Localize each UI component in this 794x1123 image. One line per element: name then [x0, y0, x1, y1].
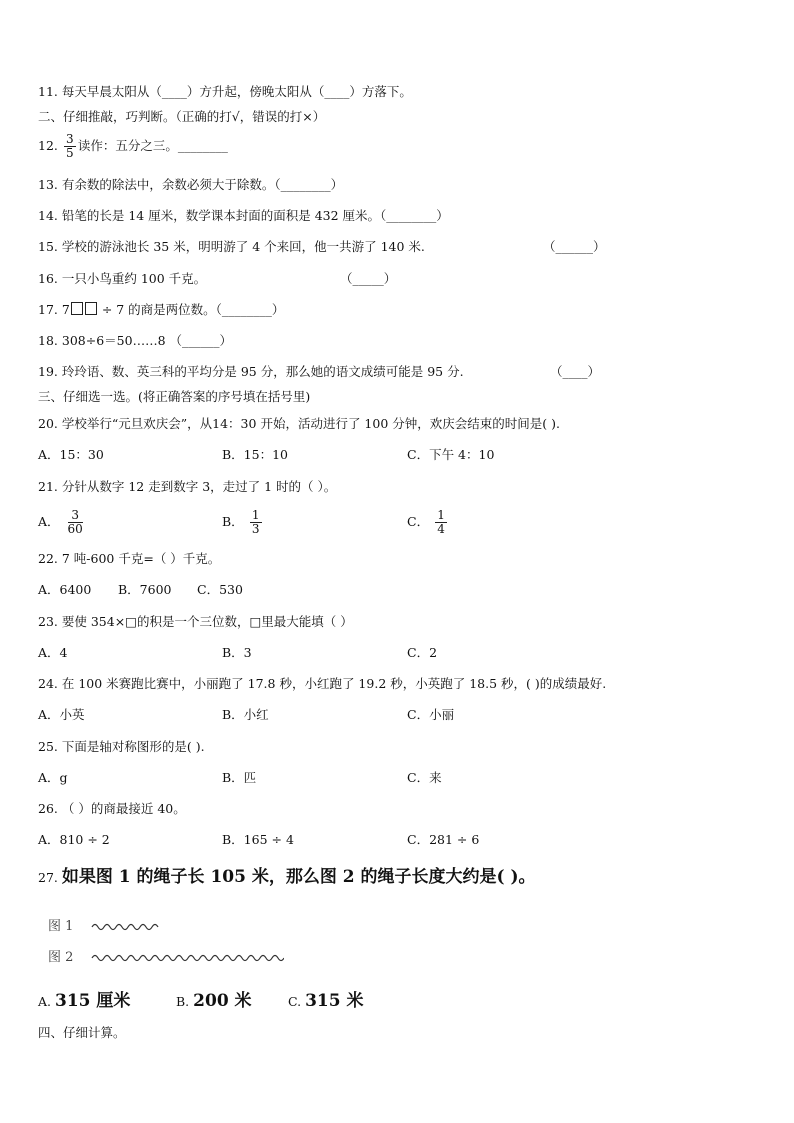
option-label: A.	[38, 994, 52, 1009]
blank-box	[71, 302, 83, 315]
fraction-numerator: 3	[66, 132, 74, 146]
question-26	[38, 801, 186, 817]
option-c	[407, 502, 449, 542]
question-18	[38, 333, 232, 349]
question-number: 24.	[38, 676, 58, 691]
fraction-numerator: 1	[251, 508, 260, 522]
question-text: 下面是轴对称图形的是( ).	[61, 739, 205, 754]
question-text: 如果图 1 的绳子长 105 米，那么图 2 的绳子长度大约是( )。	[61, 867, 536, 887]
question-22	[38, 551, 220, 567]
question-16	[38, 271, 206, 287]
option-label: C．	[407, 514, 430, 529]
question-25	[38, 739, 205, 755]
question-number: 13.	[38, 177, 58, 192]
fraction	[435, 509, 447, 536]
question-text: ÷ 7 的商是两位数。（________）	[101, 302, 285, 317]
question-text: （ ）的商最接近 40。	[61, 801, 186, 816]
question-number: 18.	[38, 333, 58, 348]
question-number: 26.	[38, 801, 58, 816]
option-b	[222, 502, 264, 542]
option-c: C．281 ÷ 6	[407, 832, 480, 847]
question-24	[38, 676, 606, 692]
option-b: B．小红	[222, 707, 269, 722]
answer-blank: （_____）	[340, 271, 397, 286]
section-4-heading: 四、仔细计算。	[38, 1025, 126, 1040]
question-number: 12.	[38, 138, 58, 153]
option-value: 315 米	[305, 991, 364, 1011]
option-a: A．小英	[38, 707, 85, 722]
option-label: B.	[176, 994, 190, 1009]
question-text: 一只小鸟重约 100 千克。	[61, 271, 207, 286]
option-a: A．810 ÷ 2	[38, 832, 110, 847]
rope-figure-2	[90, 950, 284, 964]
option-label: A．	[38, 514, 60, 529]
question-text: 有余数的除法中，余数必须大于除数。（________）	[61, 177, 344, 192]
answer-blank: （____）	[550, 364, 601, 379]
option-a	[38, 990, 130, 1012]
option-a: A．6400	[38, 582, 92, 597]
question-number: 21.	[38, 479, 58, 494]
question-text: 在 100 米赛跑比赛中，小丽跑了 17.8 秒，小红跑了 19.2 秒，小英跑了 18.5 秒，( )的成绩最好.	[61, 676, 607, 691]
question-14	[38, 208, 449, 224]
digit-prefix: 7	[61, 302, 70, 317]
question-13	[38, 177, 343, 193]
fraction-denominator: 3	[251, 522, 260, 536]
question-text: 308÷6＝50……8 （______）	[61, 333, 232, 348]
figure-2-label: 图 2	[48, 950, 74, 965]
option-label: C.	[288, 994, 302, 1009]
question-number: 19.	[38, 364, 58, 379]
fraction-numerator: 3	[71, 508, 79, 522]
option-c: C．来	[407, 770, 442, 785]
question-text: 读作：五分之三。________	[77, 138, 228, 153]
option-c: C．2	[407, 645, 438, 660]
option-a: A．4	[38, 645, 68, 660]
option-b: B．7600	[118, 582, 172, 597]
question-text: 分针从数字 12 走到数字 3，走过了 1 时的（ ）。	[61, 479, 337, 494]
figure-1-label: 图 1	[48, 919, 74, 934]
section-2-heading: 二、仔细推敲，巧判断。（正确的打√，错误的打×）	[38, 109, 326, 124]
question-27	[38, 866, 536, 888]
option-c	[288, 990, 363, 1012]
option-c: C．530	[197, 582, 243, 597]
option-b: B．3	[222, 645, 252, 660]
fraction-denominator: 60	[67, 522, 83, 536]
question-number: 23.	[38, 614, 58, 629]
fraction	[68, 509, 83, 536]
question-number: 15.	[38, 239, 58, 254]
option-a: A．15：30	[38, 447, 104, 462]
question-23	[38, 614, 353, 630]
rope-figure-1	[90, 919, 162, 933]
option-b: B．15：10	[222, 447, 288, 462]
question-text: 学校举行“元旦欢庆会”，从14：30 开始，活动进行了 100 分钟，欢庆会结束的时间是( ).	[61, 416, 560, 431]
option-a	[38, 502, 85, 542]
question-number: 27.	[38, 870, 58, 885]
option-label: B．	[222, 514, 244, 529]
fraction	[64, 133, 76, 160]
question-text: 7 吨-600 千克=（ ）千克。	[61, 551, 221, 566]
question-text: 玲玲语、数、英三科的平均分是 95 分，那么她的语文成绩可能是 95 分.	[61, 364, 464, 379]
blank-box	[85, 302, 97, 315]
section-3-heading: 三、仔细选一选。(将正确答案的序号填在括号里)	[38, 389, 311, 404]
question-number: 17.	[38, 302, 58, 317]
answer-blank: （______）	[543, 239, 606, 254]
option-value: 315 厘米	[55, 991, 131, 1011]
question-15	[38, 239, 425, 255]
option-b: B．165 ÷ 4	[222, 832, 294, 847]
question-number: 11.	[38, 84, 58, 99]
question-21	[38, 479, 336, 495]
option-value: 200 米	[193, 991, 252, 1011]
fraction-denominator: 4	[437, 522, 445, 536]
option-c: C．下午 4：10	[407, 447, 495, 462]
question-text: 每天早晨太阳从（____）方升起，傍晚太阳从（____）方落下。	[61, 84, 412, 99]
option-b	[176, 990, 252, 1012]
question-12	[38, 131, 228, 161]
question-number: 25.	[38, 739, 58, 754]
question-11	[38, 84, 412, 100]
fraction	[250, 509, 262, 536]
question-text: 要使 354×□的积是一个三位数，□里最大能填（ ）	[61, 614, 353, 629]
question-20	[38, 416, 560, 432]
question-number: 20.	[38, 416, 58, 431]
question-17	[38, 302, 284, 318]
question-number: 22.	[38, 551, 58, 566]
question-number: 16.	[38, 271, 58, 286]
fraction-numerator: 1	[437, 508, 445, 522]
option-c: C．小丽	[407, 707, 455, 722]
option-b: B．匹	[222, 770, 257, 785]
question-text: 铅笔的长是 14 厘米，数学课本封面的面积是 432 厘米。（________）	[61, 208, 449, 223]
question-text: 学校的游泳池长 35 米，明明游了 4 个来回，他一共游了 140 米.	[61, 239, 425, 254]
question-19	[38, 364, 464, 380]
option-a: A．g	[38, 770, 68, 785]
question-number: 14.	[38, 208, 58, 223]
fraction-denominator: 5	[66, 146, 74, 160]
